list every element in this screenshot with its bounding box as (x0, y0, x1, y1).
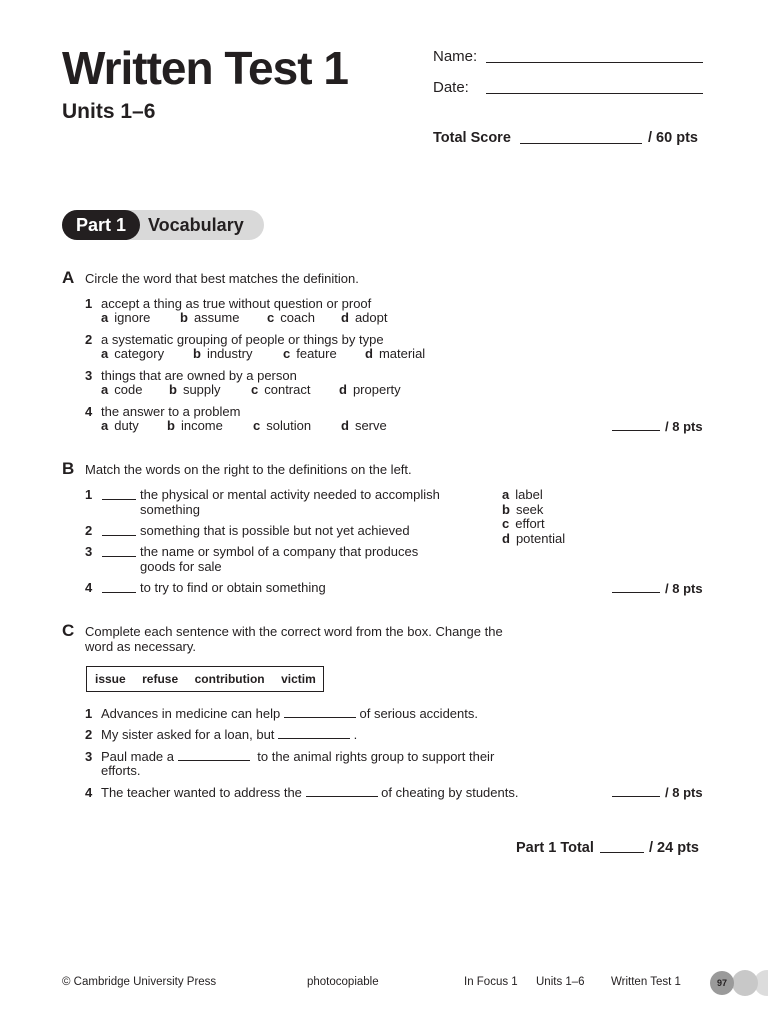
match-word (502, 502, 543, 517)
match-word (502, 487, 543, 502)
option-word: adopt (354, 310, 388, 325)
footer-book: In Focus 1 (464, 976, 518, 988)
option-letter: d (341, 310, 349, 325)
match-word-letter: b (502, 502, 510, 517)
match-word (502, 516, 545, 531)
b-item-definition-line2: something (140, 502, 200, 517)
sentence-part: of serious accidents. (359, 706, 478, 721)
sentence-part: of cheating by students. (381, 785, 519, 800)
name-field[interactable] (486, 62, 703, 63)
b-item-number: 1 (85, 487, 93, 502)
option-word: assume (193, 310, 240, 325)
section-c-score-field[interactable] (612, 796, 660, 797)
box-word: issue (95, 672, 126, 686)
option-word: ignore (114, 310, 151, 325)
answer-option[interactable] (339, 382, 401, 397)
match-word-text: seek (515, 502, 544, 517)
section-c-instruction-line2: word as necessary. (85, 639, 197, 654)
answer-option[interactable] (167, 418, 223, 433)
option-word: industry (206, 346, 253, 361)
option-letter: c (251, 382, 259, 397)
option-letter: b (180, 310, 188, 325)
b-item-number: 2 (85, 523, 93, 538)
sentence-part: . (353, 727, 358, 742)
a-item-definition: accept a thing as true without question or proof (101, 296, 372, 311)
b-item-number: 4 (85, 580, 93, 595)
section-a-letter: A (62, 268, 75, 287)
c-item-sentence (101, 727, 357, 742)
b-item-definition: the physical or mental activity needed to accomplish (140, 487, 440, 502)
b-item-number: 3 (85, 544, 93, 559)
b-item-definition: something that is possible but not yet achieved (140, 523, 410, 538)
option-letter: b (169, 382, 177, 397)
footer-copyright: © Cambridge University Press (62, 976, 217, 988)
box-word: contribution (194, 672, 265, 686)
total-score-label: Total Score (433, 130, 511, 146)
option-letter: b (193, 346, 201, 361)
c-item-sentence (101, 749, 494, 764)
answer-option[interactable] (101, 346, 164, 361)
b-item-definition-line2: goods for sale (140, 559, 222, 574)
c-item-number: 1 (85, 706, 93, 721)
b-item-definition: to try to find or obtain something (140, 580, 326, 595)
option-word: supply (182, 382, 221, 397)
option-word: duty (114, 418, 139, 433)
option-word: serve (354, 418, 387, 433)
option-word: material (378, 346, 426, 361)
option-letter: c (253, 418, 261, 433)
answer-option[interactable] (267, 310, 315, 325)
footer-photocopiable: photocopiable (307, 976, 379, 988)
sentence-part: The teacher wanted to address the (101, 785, 302, 800)
option-word: category (114, 346, 165, 361)
a-item-number: 1 (85, 296, 93, 311)
answer-option[interactable] (193, 346, 252, 361)
a-item-definition: a systematic grouping of people or things by type (101, 332, 384, 347)
match-word-text: label (515, 487, 543, 502)
option-letter: a (101, 382, 109, 397)
a-item-definition: the answer to a problem (101, 404, 241, 419)
b-item-definition: the name or symbol of a company that produces (140, 544, 419, 559)
footer-test: Written Test 1 (611, 976, 681, 988)
option-letter: a (101, 346, 109, 361)
box-word: refuse (142, 672, 179, 686)
answer-option[interactable] (180, 310, 239, 325)
total-score-pts: / 60 pts (648, 130, 698, 146)
part-name: Vocabulary (148, 215, 244, 235)
match-answer-blank[interactable] (102, 499, 136, 500)
option-word: code (114, 382, 143, 397)
footer-units: Units 1–6 (536, 976, 585, 988)
section-a-instruction: Circle the word that best matches the definition. (85, 271, 359, 286)
date-field[interactable] (486, 93, 703, 94)
part-total-field[interactable] (600, 852, 644, 853)
option-letter: c (267, 310, 275, 325)
option-letter: d (365, 346, 373, 361)
c-item-number: 4 (85, 785, 93, 800)
answer-option[interactable] (251, 382, 310, 397)
answer-option[interactable] (365, 346, 425, 361)
c-item-number: 3 (85, 749, 93, 764)
match-answer-blank[interactable] (102, 592, 136, 593)
section-b-letter: B (62, 459, 75, 478)
a-item-number: 3 (85, 368, 93, 383)
match-word-letter: a (502, 487, 510, 502)
sentence-part: Advances in medicine can help (101, 706, 281, 721)
answer-blank[interactable] (284, 706, 356, 718)
match-answer-blank[interactable] (102, 535, 136, 536)
a-item-definition: things that are owned by a person (101, 368, 297, 383)
a-item-number: 4 (85, 404, 93, 419)
section-a-score-field[interactable] (612, 430, 660, 431)
part-number: Part 1 (62, 210, 140, 240)
section-c-letter: C (62, 621, 75, 640)
answer-option[interactable] (101, 310, 150, 325)
answer-option[interactable] (283, 346, 337, 361)
c-item-number: 2 (85, 727, 93, 742)
answer-blank[interactable] (278, 727, 350, 739)
match-word-text: potential (515, 531, 566, 546)
option-letter: a (101, 310, 109, 325)
option-letter: a (101, 418, 109, 433)
option-letter: d (339, 382, 347, 397)
date-label: Date: (433, 79, 469, 96)
option-word: income (180, 418, 223, 433)
option-word: feature (296, 346, 337, 361)
c-item-sentence (101, 706, 478, 721)
total-score-field[interactable] (520, 143, 642, 144)
section-c-pts: / 8 pts (665, 785, 703, 800)
word-box (86, 666, 324, 692)
a-item-number: 2 (85, 332, 93, 347)
section-b-instruction: Match the words on the right to the definitions on the left. (85, 462, 412, 477)
answer-option[interactable] (341, 310, 388, 325)
c-item-sentence (101, 785, 518, 800)
match-word-text: effort (515, 516, 545, 531)
section-b-pts: / 8 pts (665, 581, 703, 596)
option-word: contract (264, 382, 311, 397)
option-letter: b (167, 418, 175, 433)
answer-blank[interactable] (178, 749, 250, 761)
answer-option[interactable] (341, 418, 387, 433)
name-label: Name: (433, 48, 478, 65)
section-b-score-field[interactable] (612, 592, 660, 593)
page-title: Written Test 1 (62, 42, 348, 94)
option-letter: d (341, 418, 349, 433)
answer-option[interactable] (169, 382, 221, 397)
page-number: 97 (710, 971, 734, 995)
option-word: coach (280, 310, 315, 325)
section-a-pts: / 8 pts (665, 419, 703, 434)
sentence-part: Paul made a (101, 749, 174, 764)
c-item-sentence-line2: efforts. (101, 763, 141, 778)
answer-option[interactable] (101, 418, 139, 433)
option-letter: c (283, 346, 291, 361)
match-word-letter: d (502, 531, 510, 546)
box-word: victim (281, 672, 316, 686)
match-word-letter: c (502, 516, 510, 531)
section-c-instruction-line1: Complete each sentence with the correct word from the box. Change the (85, 624, 503, 639)
answer-blank[interactable] (306, 785, 378, 797)
part-total-label: Part 1 Total (516, 840, 594, 856)
page-subtitle: Units 1–6 (62, 100, 156, 123)
sentence-part: to the animal rights group to support their (257, 749, 495, 764)
sentence-part: My sister asked for a loan, but (101, 727, 275, 742)
part-total-pts: / 24 pts (649, 840, 699, 856)
answer-option[interactable] (101, 382, 142, 397)
page-tab-decoration (732, 970, 758, 996)
answer-option[interactable] (253, 418, 311, 433)
option-word: property (352, 382, 401, 397)
match-word (502, 531, 565, 546)
option-word: solution (266, 418, 312, 433)
match-answer-blank[interactable] (102, 556, 136, 557)
